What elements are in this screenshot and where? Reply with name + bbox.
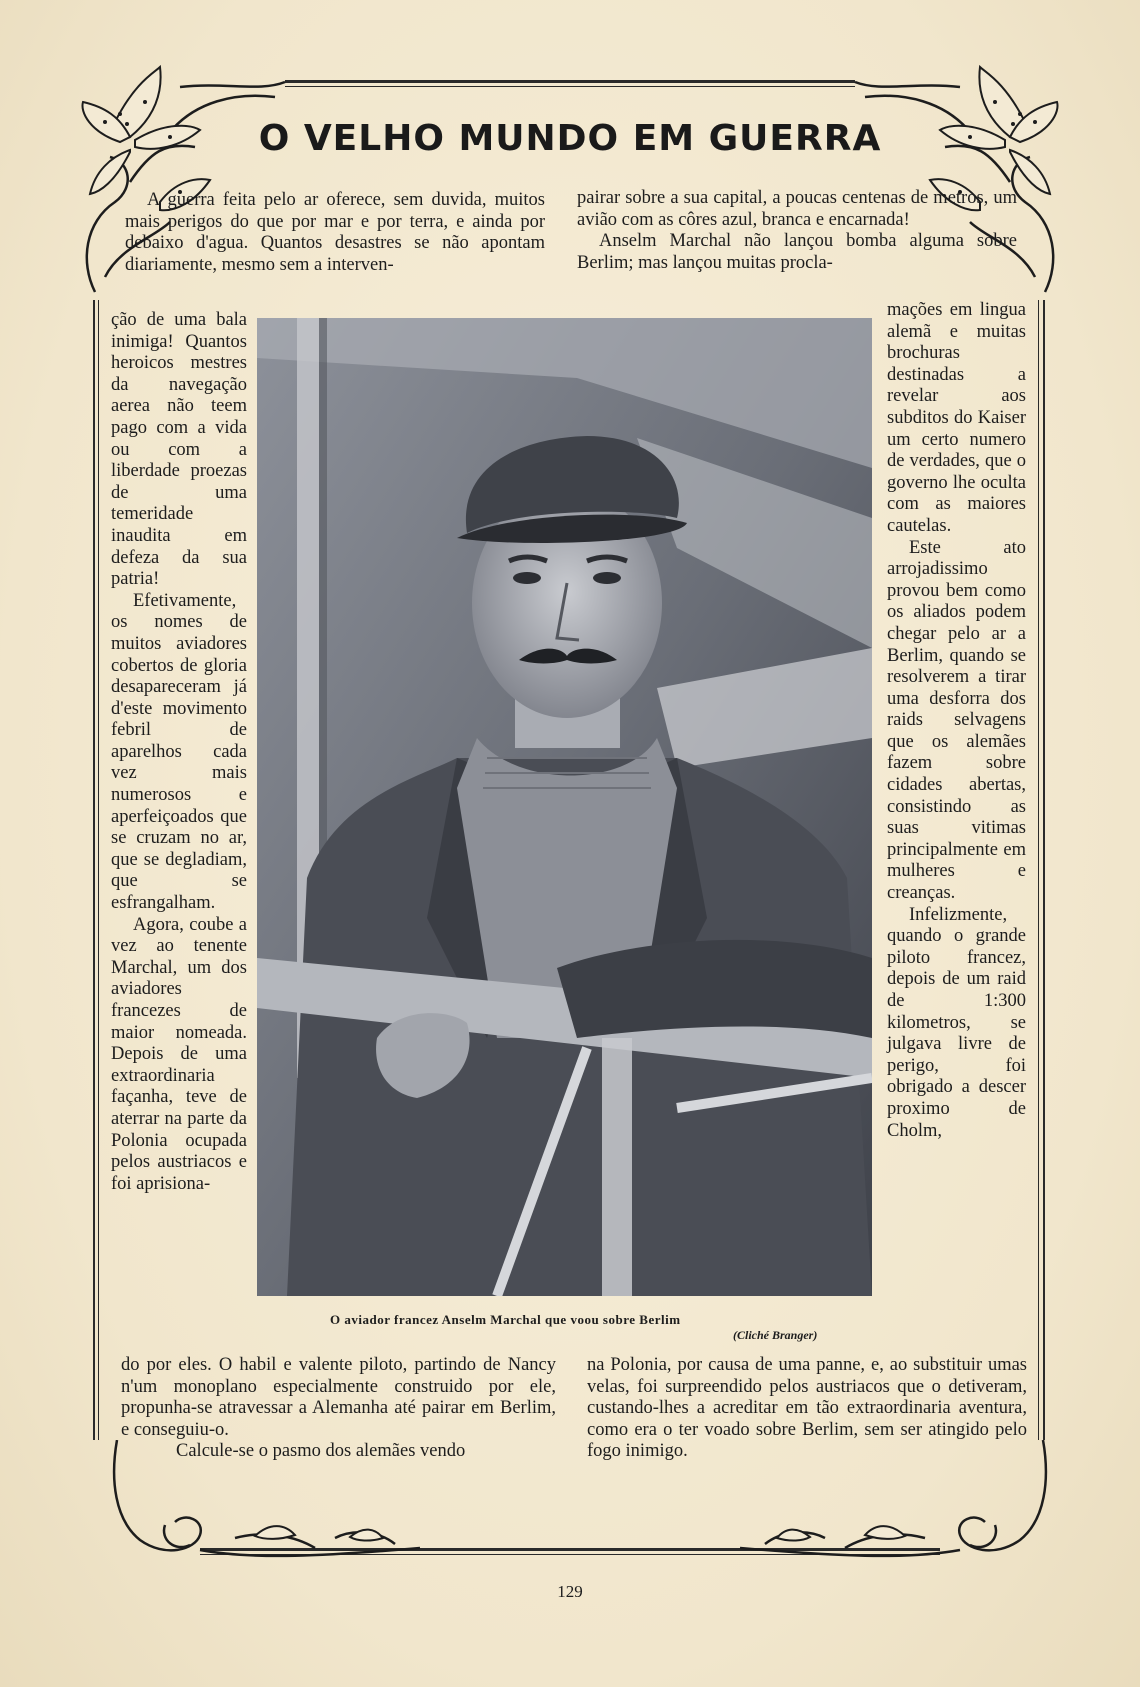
article-right-narrow-column [887,300,1026,1142]
paragraph: do por eles. O habil e valente piloto, partindo de Nancy n'um monoplano especialmente construido por ele, propunha-se atravessar a Alemanha até pairar em Berlim, e conseguiu-o. [121,1355,556,1440]
aviator-portrait-illustration [257,318,872,1296]
aviator-photograph [257,318,872,1296]
paragraph: Calcule-se o pasmo dos alemães vendo [176,1441,466,1462]
article-top-right-column [577,188,1017,274]
frame-right-rule [1043,300,1045,1440]
paragraph: na Polonia, por causa de uma panne, e, ao substituir umas velas, foi surpreendido pelos austriacos que o detiveram, custando-lhes a acreditar em tão extraordinaria aventura, como era o ter voado sobre Berlim, sem ser atingido pelo fogo inimigo. [587,1355,1027,1462]
article-top-left-column [125,190,545,276]
frame-top-rule-thin [285,86,855,87]
article-left-narrow-column [111,310,247,1195]
paragraph: A guerra feita pelo ar oferece, sem duvida, muitos mais perigos do que por mar e por terra, e ainda por debaixo d'agua. Quantos desastres se não apontam diariamente, mesmo sem a interven- [125,190,545,275]
paragraph: Efetivamente, os nomes de muitos aviadores cobertos de gloria desapareceram já d'este movimento febril de aparelhos cada vez mais numerosos e aperfeiçoados que se cruzam no ar, que se degladiam, que se esfrangalham. [111,590,247,914]
article-bottom-right-column [587,1355,1027,1463]
paragraph: Este ato arrojadissimo provou bem como os aliados podem chegar pelo ar a Berlim, quando se resolverem a tirar uma desforra dos raids selvagens que os alemães fazem sobre cidades abertas, consistindo as suas vitimas principalmente em mulheres e creanças. [887,537,1026,904]
article-bottom-left-column [121,1355,556,1463]
frame-left-rule-thin [98,300,99,1440]
paragraph: pairar sobre a sua capital, a poucas centenas de metros, um avião com as côres azul, branca e encarnada! [577,188,1017,230]
paragraph: Agora, coube a vez ao tenente Marchal, um dos aviadores francezes de maior nomeada. Depois de uma extraordinaria façanha, teve de aterrar na parte da Polonia ocupada pelos austriacos e foi aprisiona- [111,914,247,1194]
paragraph: Anselm Marchal não lançou bomba alguma sobre Berlim; mas lançou muitas procla- [577,231,1017,273]
page-number: 129 [557,1582,583,1601]
paragraph: ção de uma bala inimiga! Quantos heroicos mestres da navegação aerea não teem pago com a vida ou com a liberdade proezas de uma temeridade inaudita em defeza da sua patria! [111,310,247,590]
photo-credit: (Cliché Branger) [733,1328,818,1342]
paragraph: Infelizmente, quando o grande piloto francez, depois de um raid de 1:300 kilometros, se julgava livre de perigo, foi obrigado a descer proximo de Cholm, [887,904,1026,1141]
paragraph: mações em lingua alemã e muitas brochuras destinadas a revelar aos subditos do Kaiser um certo numero de verdades, que o governo lhe oculta com as maiores cautelas. [887,300,1026,536]
frame-right-rule-thin [1038,300,1039,1440]
article-title: O VELHO MUNDO EM GUERRA [258,118,882,159]
frame-top-rule [285,80,855,83]
frame-left-rule [93,300,95,1440]
photo-caption: O aviador francez Anselm Marchal que voou sobre Berlim [330,1312,681,1327]
